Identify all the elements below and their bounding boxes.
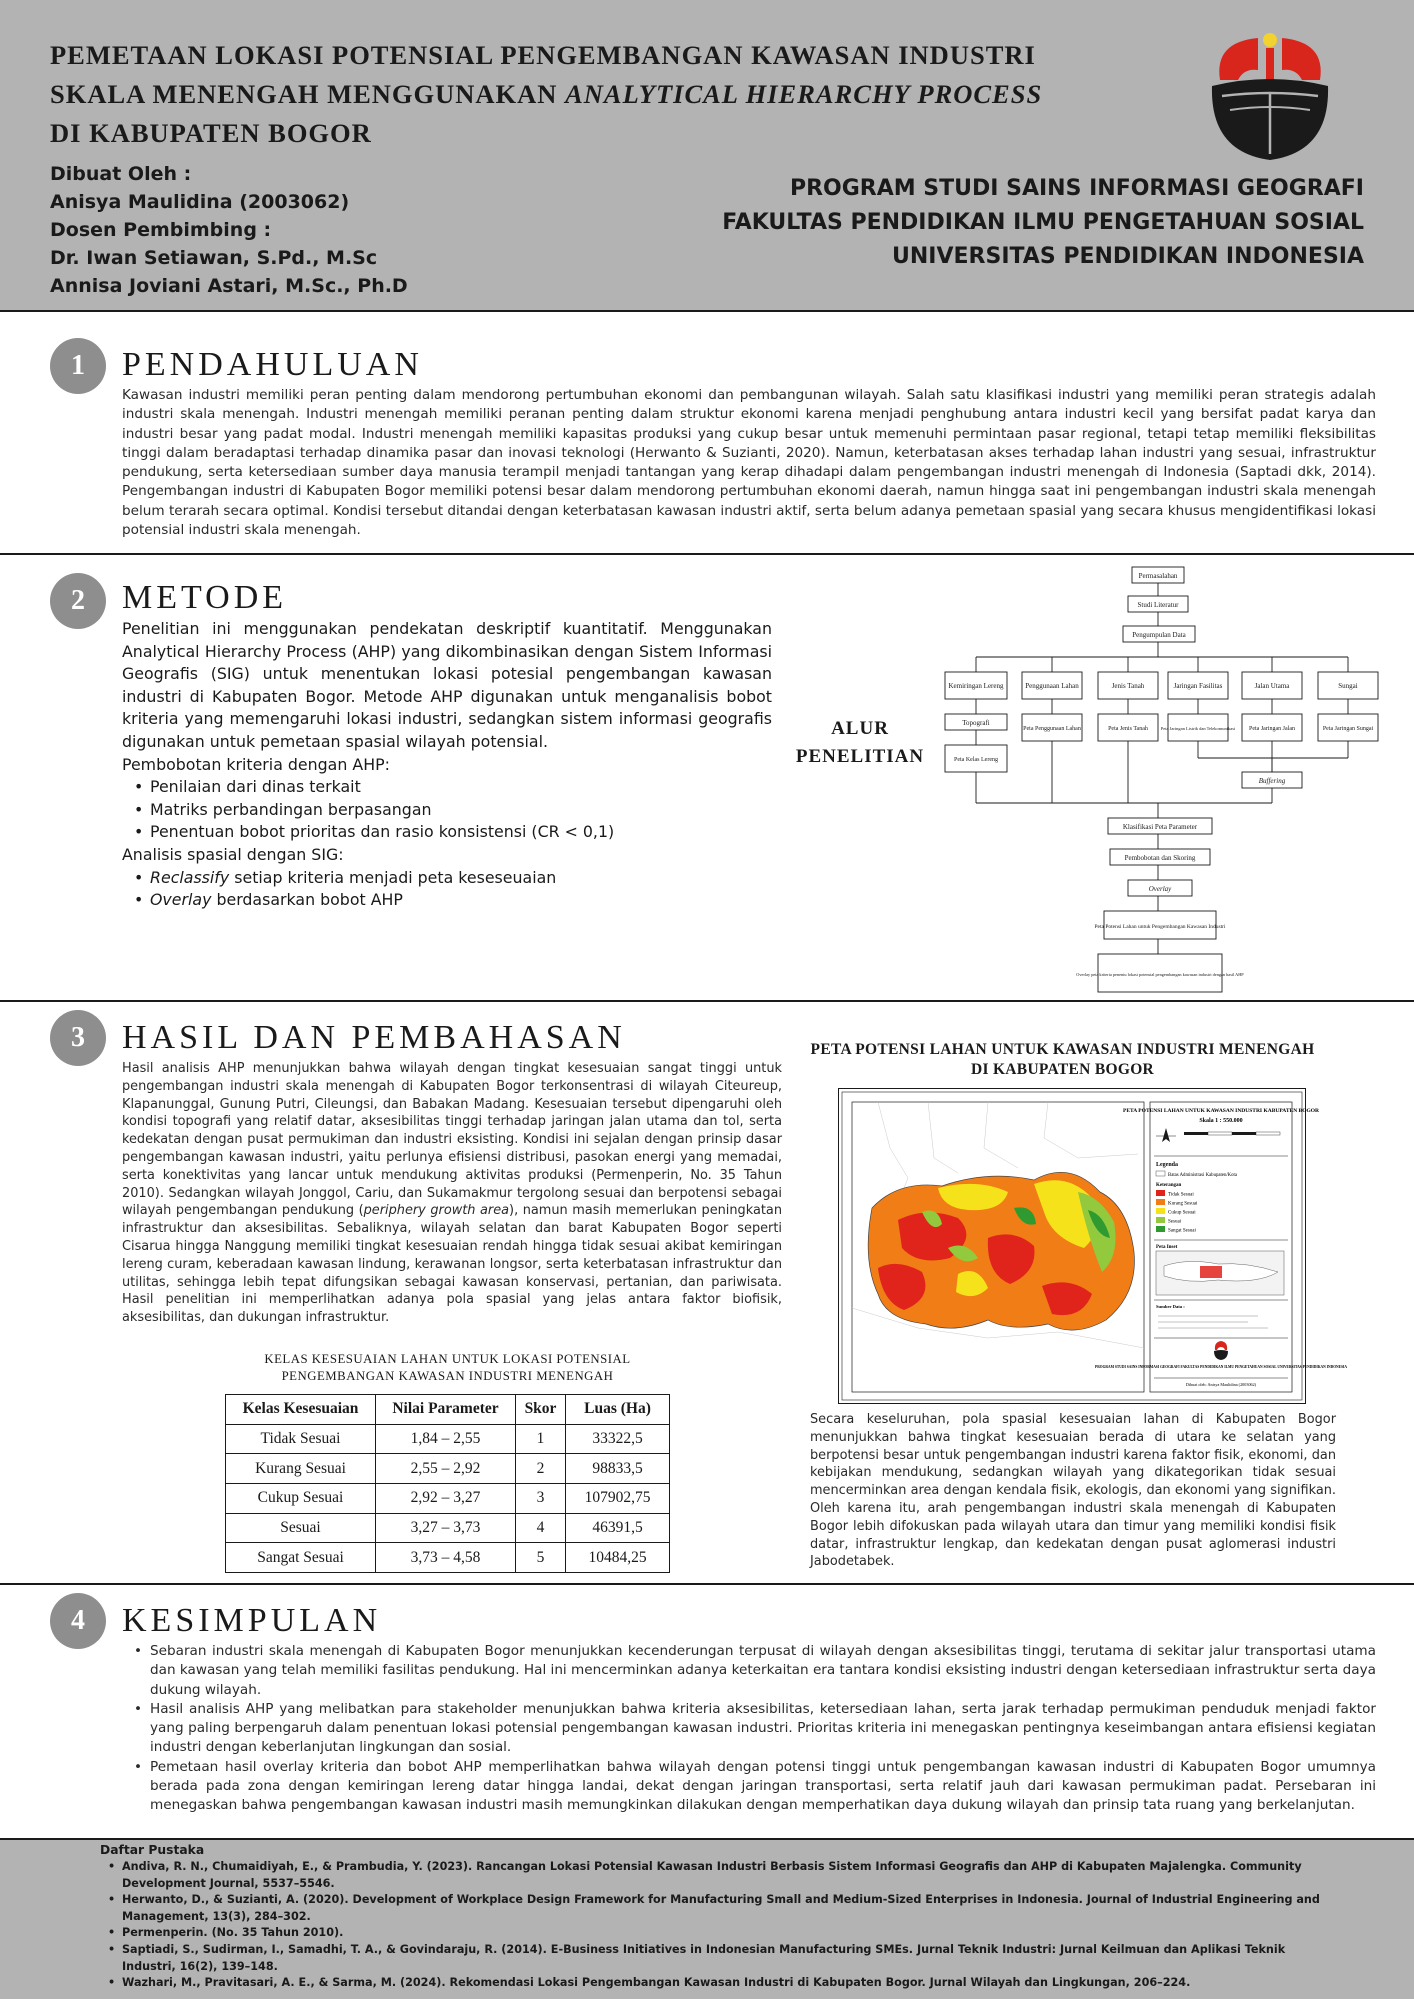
supervisor-label: Dosen Pembimbing : (50, 219, 272, 241)
flow-node-map: Topografi (962, 719, 990, 727)
poster-header (0, 0, 1414, 312)
map-inset-label: Peta Inset (1156, 1245, 1178, 1250)
sig-item-2-em: Overlay (150, 890, 212, 910)
reference-item: • Permenperin. (No. 35 Tahun 2010). (100, 1925, 1330, 1942)
upi-logo-icon (1200, 24, 1340, 164)
table-header-row (226, 1395, 670, 1425)
legend-swatch (1156, 1217, 1165, 1223)
flow-node-classification: Klasifikasi Peta Parameter (1122, 823, 1198, 831)
table-header: Kelas Kesesuaian (226, 1395, 376, 1425)
table-cell: 98833,5 (566, 1454, 670, 1484)
university-name: UNIVERSITAS PENDIDIKAN INDONESIA (892, 244, 1364, 269)
conclusion-item: • Sebaran industri skala menengah di Kabupaten Bogor menunjukkan kecenderungan terpusat di wilayah dengan aksesibilitas tinggi, terutama di sekitar jalur transportasi utama dan kawasan yang telah memiliki fasilitas pendukung. Hal ini mencerminkan adanya keterkaitan era tantara kondisi eksisting industri dengan ketersediaan infrastruktur serta daya dukung wilayah. (122, 1642, 1376, 1700)
table-cell: Sangat Sesuai (226, 1543, 376, 1573)
map-source-label: Sumber Data : (1156, 1304, 1185, 1309)
flow-node-buffering: Buffering (1258, 777, 1286, 785)
table-cell: 2 (516, 1454, 566, 1484)
legend-swatch-label: Cukup Sesuai (1168, 1210, 1196, 1216)
poster-title-line-3: DI KABUPATEN BOGOR (50, 118, 372, 148)
map-title-line-1: PETA POTENSI LAHAN UNTUK KAWASAN INDUSTRI MENENGAH (810, 1041, 1315, 1058)
results-text-em: periphery growth area (363, 1203, 510, 1219)
method-intro: Penelitian ini menggunakan pendekatan deskriptif kuantitatif. Menggunakan Analytical Hierarchy Process (AHP) yang dikombinasikan dengan Sistem Informasi Geografis (SIG) untuk menentukan lokasi potesial pengembangan kawasan industri di Kabupaten Bogor. Metode AHP digunakan untuk menganalisis bobot kriteria yang memengaruhi lokasi industri, sedangkan sistem informasi geografis digunakan untuk pemetaan spasial wilayah potensial. (122, 619, 772, 751)
section-3-number: 3 (50, 1010, 106, 1066)
table-row (226, 1484, 670, 1514)
suitability-region (868, 1172, 1134, 1330)
flow-node-literature: Studi Literatur (1137, 601, 1179, 609)
flow-node-map: Peta Jaringan Listrik dan Telekomunikasi (1160, 726, 1236, 731)
flow-node-slope-map: Peta Kelas Lereng (954, 757, 998, 763)
section-2-title: METODE (122, 579, 288, 616)
poster-title-line-1: PEMETAAN LOKASI POTENSIAL PENGEMBANGAN KAWASAN INDUSTRI (50, 40, 1036, 70)
section-4-number: 4 (50, 1593, 106, 1649)
faculty-name: FAKULTAS PENDIDIKAN ILMU PENGETAHUAN SOSIAL (722, 210, 1364, 235)
section-4-title: KESIMPULAN (122, 1602, 382, 1639)
suitability-map (838, 1088, 1347, 1404)
flow-node-criteria: Jaringan Fasilitas (1173, 682, 1223, 690)
section-1-title: PENDAHULUAN (122, 346, 423, 383)
sig-label: Analisis spasial dengan SIG: (122, 844, 344, 864)
legend-swatch (1156, 1199, 1165, 1205)
map-institution: PROGRAM STUDI SAINS INFORMASI GEOGRAFI FAKULTAS PENDIDIKAN ILMU PENGETAHUAN SOSIAL UNIVERSITAS PENDIDIKAN INDONESIA (1095, 1365, 1347, 1369)
table-cell: 1,84 – 2,55 (376, 1424, 516, 1454)
table-row (226, 1454, 670, 1484)
suitability-table (225, 1394, 670, 1573)
flow-node-map: Peta Jaringan Sungai (1322, 726, 1374, 732)
research-flowchart (930, 562, 1385, 992)
map-legend-label: Legenda (1156, 1162, 1179, 1168)
table-cell: 2,92 – 3,27 (376, 1484, 516, 1514)
results-conclusion-text: Secara keseluruhan, pola spasial kesesuaian lahan di Kabupaten Bogor menunjukkan bahwa tingkat kesesuaian berada di utara ke selatan yang berpotensi besar untuk pengembangan industri karena faktor fisik, ekonomi, dan kebijakan mendukung, sedangkan wilayah yang dikategorikan tidak sesuai mencerminkan area dengan kendala fisik, ekologis, dan ekonomi yang signifikan. Oleh karena itu, arah pengembangan industri skala menengah di Kabupaten Bogor lebih difokuskan pada wilayah utara dan timur yang memiliki kondisi fisik datar, infrastruktur lengkap, dan kedekatan dengan pusat aglomerasi industri Jabodetabek. (810, 1412, 1336, 1570)
title-line-2-italic: ANALYTICAL HIERARCHY PROCESS (565, 79, 1043, 109)
legend-swatch-label: Sesuai (1168, 1219, 1182, 1225)
section-2-number: 2 (50, 573, 106, 629)
references-list (100, 1859, 1330, 1992)
flow-node-problem: Permasalahan (1138, 572, 1178, 580)
reference-item: • Wazhari, M., Pravitasari, A. E., & Sarma, M. (2024). Rekomendasi Lokasi Pengembangan Kawasan Industri di Kabupaten Bogor. Jurnal Wilayah dan Lingkungan, 206–224. (100, 1975, 1330, 1992)
title-line-2-regular: SKALA MENENGAH MENGGUNAKAN (50, 79, 566, 109)
map-legend-boundary: Batas Administrasi Kabupaten/Kota (1168, 1173, 1238, 1178)
legend-swatch-label: Sangat Sesuai (1168, 1228, 1196, 1234)
flow-node-result: Peta Potensi Lahan untuk Pengembangan Kawasan Industri (1094, 924, 1226, 930)
author-name: Anisya Maulidina (2003062) (50, 191, 350, 213)
legend-swatch-label: Tidak Sesuai (1168, 1192, 1194, 1198)
scale-bar (1184, 1132, 1280, 1135)
table-cell: 46391,5 (566, 1513, 670, 1543)
sig-item (122, 867, 772, 890)
flow-node-criteria: Jenis Tanah (1111, 682, 1145, 690)
divider-3 (0, 1583, 1414, 1585)
table-cell: 3,27 – 3,73 (376, 1513, 516, 1543)
table-cell: Kurang Sesuai (226, 1454, 376, 1484)
table-cell: 5 (516, 1543, 566, 1573)
section-3-title: HASIL DAN PEMBAHASAN (122, 1019, 626, 1056)
ahp-label: Pembobotan kriteria dengan AHP: (122, 754, 390, 774)
table-cell: Tidak Sesuai (226, 1424, 376, 1454)
section-1-number: 1 (50, 338, 106, 394)
flow-node-scoring: Pembobotan dan Skoring (1124, 854, 1196, 862)
divider-2 (0, 1000, 1414, 1002)
poster-title-line-2 (50, 79, 1042, 110)
legend-swatch-label: Kurang Sesuai (1168, 1201, 1198, 1207)
table-cell: 3,73 – 4,58 (376, 1543, 516, 1573)
table-header: Luas (Ha) (566, 1395, 670, 1425)
flow-node-criteria: Penggunaan Lahan (1025, 682, 1079, 690)
map-legend-title: PETA POTENSI LAHAN UNTUK KAWASAN INDUSTRI KABUPATEN BOGOR (1122, 1108, 1320, 1114)
table-header: Nilai Parameter (376, 1395, 516, 1425)
alur-label-line-1: ALUR (831, 718, 889, 739)
divider-1 (0, 553, 1414, 555)
conclusion-list (122, 1642, 1376, 1816)
map-legend-keterangan: Keterangan (1156, 1183, 1182, 1188)
table-cell: Sesuai (226, 1513, 376, 1543)
flow-node-overlay: Overlay (1148, 885, 1172, 893)
conclusion-item: • Hasil analisis AHP yang melibatkan para stakeholder menunjukkan bahwa kriteria aksesibilitas, ketersediaan lahan, serta jarak terhadap permukiman penduduk menjadi faktor yang paling berpengaruh dalam penentuan lokasi potensial pengembangan kawasan industri. Prioritas kriteria ini menegaskan pentingnya keseimbangan antara efisiensi kegiatan industri dengan keberlanjutan lingkungan dan sosial. (122, 1700, 1376, 1758)
legend-swatch (1156, 1226, 1165, 1232)
sig-item-1-text: setiap kriteria menjadi peta keseseuaian (229, 867, 557, 887)
supervisor-1: Dr. Iwan Setiawan, S.Pd., M.Sc (50, 247, 378, 269)
map-scale: Skala 1 : 550.000 (1199, 1118, 1243, 1124)
table-header: Skor (516, 1395, 566, 1425)
ahp-item: • Penilaian dari dinas terkait (122, 776, 772, 799)
flow-node-final: Overlay peta kriteria penentu lokasi potensial pengembangan kawasan industri dengan hasil AHP (1076, 972, 1244, 977)
flow-node-criteria: Jalan Utama (1254, 682, 1290, 690)
flow-node-criteria: Kemiringan Lereng (948, 682, 1004, 690)
table-cell: 2,55 – 2,92 (376, 1454, 516, 1484)
reference-item: • Saptiadi, S., Sudirman, I., Samadhi, T. A., & Govindaraju, R. (2014). E-Business Initiatives in Indonesian Manufacturing SMEs. Jurnal Teknik Industri: Jurnal Keilmuan dan Aplikasi Teknik Industri, 16(2), 139–148. (100, 1942, 1330, 1975)
table-title-line-1: KELAS KESESUAIAN LAHAN UNTUK LOKASI POTENSIAL (264, 1352, 631, 1366)
table-row (226, 1424, 670, 1454)
table-cell: Cukup Sesuai (226, 1484, 376, 1514)
table-row (226, 1543, 670, 1573)
alur-label-line-2: PENELITIAN (795, 746, 925, 767)
table-cell: 10484,25 (566, 1543, 670, 1573)
reference-item: • Herwanto, D., & Suzianti, A. (2020). Development of Workplace Design Framework for Manufacturing Small and Medium-Sized Enterprises in Indonesia. Journal of Industrial Engineering and Management, 13(3), 284–302. (100, 1892, 1330, 1925)
sig-item-1-em: Reclassify (150, 867, 230, 887)
results-text (122, 1060, 782, 1327)
legend-swatch (1156, 1190, 1165, 1196)
table-cell: 4 (516, 1513, 566, 1543)
ahp-item: • Matriks perbandingan berpasangan (122, 799, 772, 822)
ahp-list (122, 776, 772, 844)
made-by-label: Dibuat Oleh : (50, 163, 192, 185)
map-author: Dibuat oleh: Anisya Maulidina (2003062) (1185, 1382, 1257, 1387)
supervisor-2: Annisa Joviani Astari, M.Sc., Ph.D (50, 275, 408, 297)
table-cell: 33322,5 (566, 1424, 670, 1454)
reference-item: • Andiva, R. N., Chumaidiyah, E., & Prambudia, Y. (2023). Rancangan Lokasi Potensial Kawasan Industri Berbasis Sistem Informasi Geografis dan AHP di Kabupaten Majalengka. Community Development Journal, 5537–5546. (100, 1859, 1330, 1892)
flow-node-map: Peta Jenis Tanah (1108, 726, 1148, 732)
sig-item-2-text: berdasarkan bobot AHP (211, 890, 403, 910)
map-title-line-2: DI KABUPATEN BOGOR (970, 1061, 1155, 1078)
upi-small-logo-icon (1214, 1341, 1228, 1360)
sig-item (122, 889, 772, 912)
introduction-text: Kawasan industri memiliki peran penting dalam mendorong pertumbuhan ekonomi dan pembangunan wilayah. Salah satu klasifikasi industri yang memiliki peran strategis adalah industri skala menengah. Industri menengah memiliki peranan penting dalam struktur ekonomi karena menjadi penghubung antara industri kecil yang bersifat padat karya dan industri besar yang padat modal. Industri menengah memiliki kapasitas produksi yang cukup besar untuk memenuhi permintaan pasar regional, tetapi tetap memiliki fleksibilitas tinggi dalam beradaptasi terhadap dinamika pasar dan inovasi teknologi (Herwanto & Suzianti, 2020). Namun, keterbatasan akses terhadap lahan industri yang sesuai, infrastruktur pendukung, serta ketersediaan sumber daya manusia terampil menjadi tantangan yang kerap dihadapi dalam pengembangan industri menengah di Indonesia (Saptadi dkk, 2014). Pengembangan industri di Kabupaten Bogor memiliki potensi besar dalam mendorong pertumbuhan ekonomi daerah, namun hingga saat ini pengembangan industri skala menengah belum terarah secara optimal. Kondisi tersebut ditandai dengan keterbatasan kawasan industri aktif, serta belum adanya pemetaan spasial yang secara khusus mengidentifikasi lokasi potensial industri skala menengah. (122, 387, 1376, 539)
table-row (226, 1513, 670, 1543)
program-name: PROGRAM STUDI SAINS INFORMASI GEOGRAFI (789, 176, 1364, 201)
table-cell: 3 (516, 1484, 566, 1514)
table-cell: 107902,75 (566, 1484, 670, 1514)
flow-node-data: Pengumpulan Data (1132, 631, 1186, 639)
sig-list (122, 867, 772, 912)
results-text-a: Hasil analisis AHP menunjukkan bahwa wilayah dengan tingkat kesesuaian sangat tinggi untuk pengembangan industri skala menengah di Kabupaten Bogor terkonsentrasi di wilayah Citeureup, Klapanunggal, Gunung Putri, Cileungsi, dan Babakan Madang. Kesesuaian tersebut dipengaruhi oleh kondisi topografi yang relatif datar, aksesibilitas tinggi terhadap jaringan jalan utama dan tol, serta kedekatan dengan pusat permukiman dan industri eksisting. Kondisi ini sejalan dengan prinsip dasar pengembangan kawasan industri, yaitu perlunya efisiensi distribusi, pasokan energi yang memadai, serta konektivitas yang lancar untuk mendukung aktivitas produksi (Permenperin, No. 35 Tahun 2010). Sedangkan wilayah Jonggol, Cariu, dan Sukamakmur tergolong sesuai dan berpotensi sebagai wilayah pengembangan pendukung ( (122, 1061, 782, 1219)
table-cell: 1 (516, 1424, 566, 1454)
legend-swatch (1156, 1208, 1165, 1214)
references-heading: Daftar Pustaka (100, 1843, 205, 1857)
ahp-item: • Penentuan bobot prioritas dan rasio konsistensi (CR < 0,1) (122, 821, 772, 844)
method-text (122, 618, 772, 912)
flow-node-map: Peta Penggunaan Lahan (1023, 726, 1081, 732)
conclusion-item: • Pemetaan hasil overlay kriteria dan bobot AHP memperlihatkan bahwa wilayah dengan potensi tinggi untuk pengembangan kawasan industri di Kabupaten Bogor umumnya berada pada zona dengan kemiringan lereng datar hingga landai, dekat dengan jaringan transportasi, serta relatif jauh dari kawasan permukiman padat. Persebaran ini menegaskan bahwa pengembangan kawasan industri masih memungkinkan dilakukan dengan memperhatikan daya dukung wilayah dan prinsip tata ruang yang berkelanjutan. (122, 1758, 1376, 1816)
flow-node-criteria: Sungai (1338, 682, 1358, 690)
table-title-line-2: PENGEMBANGAN KAWASAN INDUSTRI MENENGAH (281, 1369, 614, 1383)
flow-node-map: Peta Jaringan Jalan (1249, 726, 1295, 732)
results-text-b: ), namun masih memerlukan peningkatan infrastruktur dan aksesibilitas. Sebaliknya, wilayah selatan dan barat Kabupaten Bogor seperti Cisarua hingga Nanggung memiliki tingkat kesesuaian rendah hingga tidak sesuai akibat kemiringan lereng curam, keberadaan kawasan lindung, kerawanan longsor, serta keterbatasan infrastruktur dan utilitas, sehingga lebih tepat difungsikan sebagai kawasan konservasi, pertanian, dan pariwisata. Hasil penelitian ini memperlihatkan adanya pola spasial yang jelas antara faktor biofisik, aksesibilitas, dan dukungan infrastruktur. (122, 1203, 782, 1326)
